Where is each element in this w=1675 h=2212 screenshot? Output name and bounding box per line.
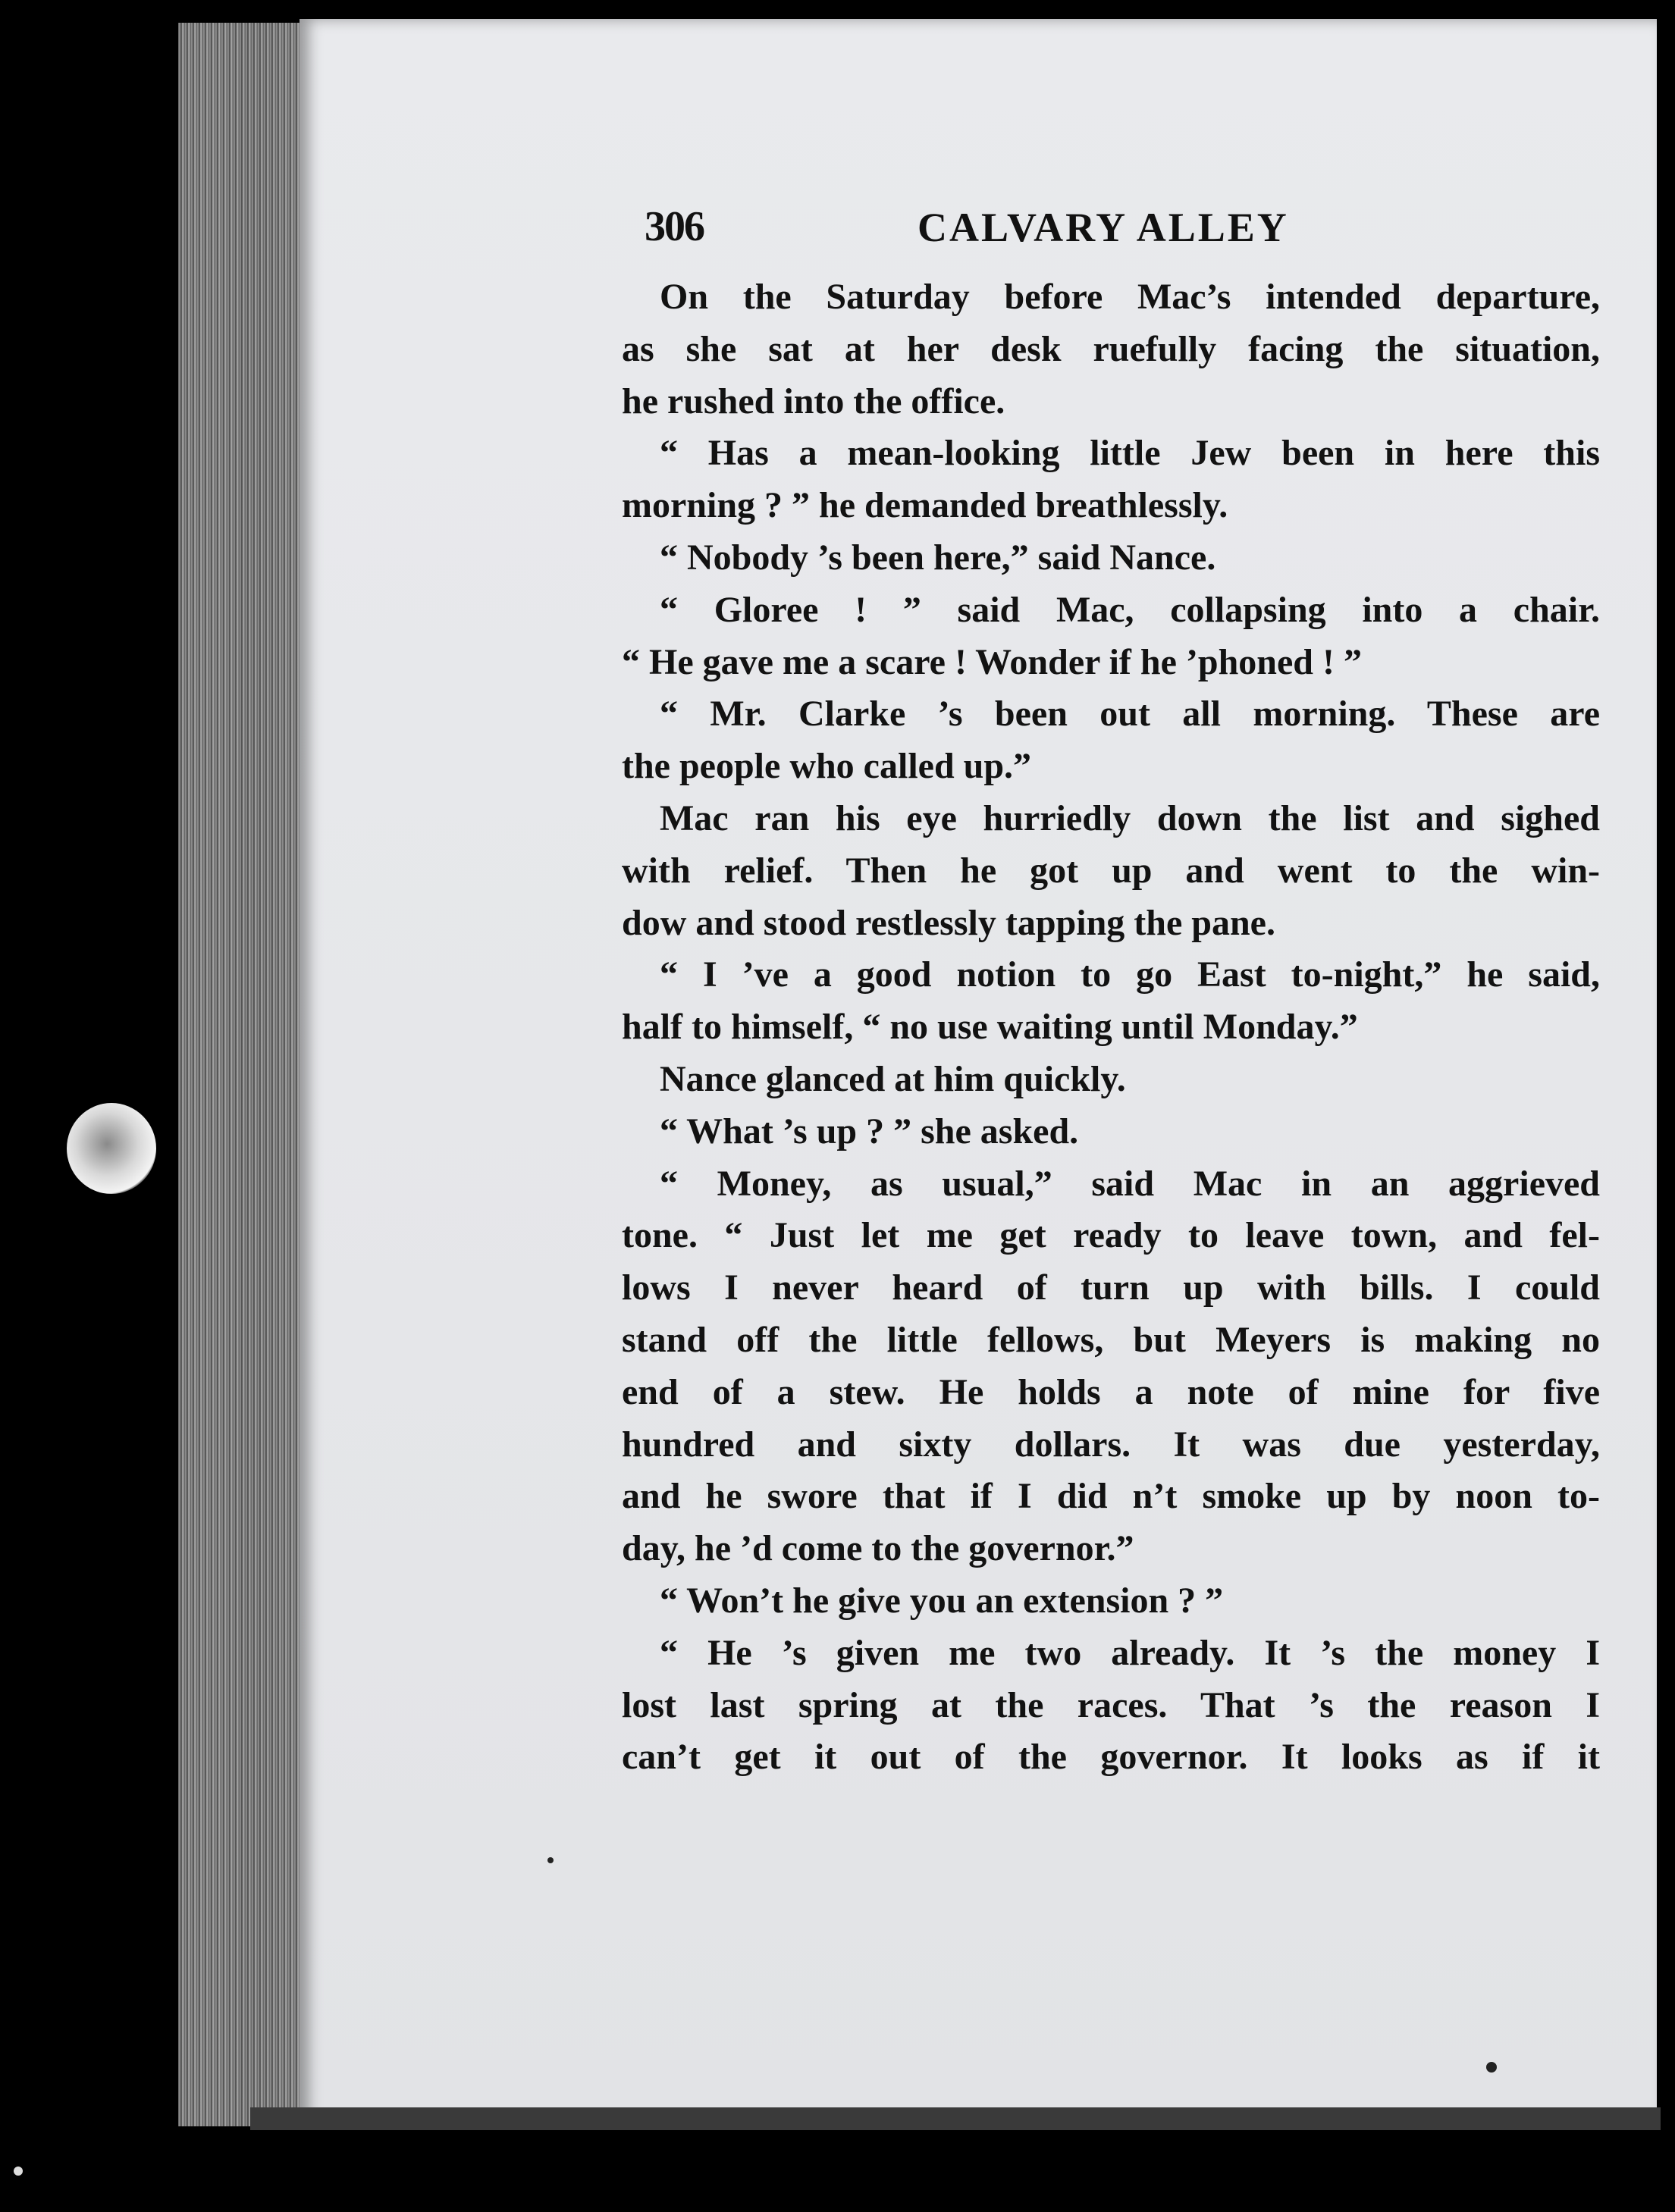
text-line: On the Saturday before Mac’s intended departure, — [660, 277, 1600, 317]
page-bottom-shadow — [250, 2107, 1661, 2130]
text-line: “ Won’t he give you an extension ? ” — [660, 1580, 1224, 1621]
text-line: the people who called up.” — [622, 746, 1032, 787]
text-line: stand off the little fellows, but Meyers is making no — [622, 1319, 1600, 1360]
text-line: “ Gloree ! ” said Mac, collapsing into a chair. — [660, 589, 1600, 630]
text-line: “ He gave me a scare ! Wonder if he ’phoned ! ” — [622, 641, 1362, 682]
text-line: “ Has a mean-looking little Jew been in here this — [660, 433, 1600, 474]
text-line: and he swore that if I did n’t smoke up by noon to- — [622, 1476, 1600, 1517]
text-line: tone. “ Just let me get ready to leave town, and fel- — [622, 1215, 1600, 1256]
text-line: “ I ’ve a good notion to go East to-night,” he said, — [660, 954, 1600, 995]
text-line: lows I never heard of turn up with bills. I could — [622, 1267, 1600, 1308]
text-line: he rushed into the office. — [622, 381, 1005, 421]
text-line: “ He ’s given me two already. It ’s the money I — [660, 1632, 1600, 1673]
text-line: “ Money, as usual,” said Mac in an aggrieved — [660, 1163, 1600, 1204]
text-line: Nance glanced at him quickly. — [660, 1058, 1126, 1099]
text-line: can’t get it out of the governor. It looks as if it — [622, 1737, 1600, 1778]
text-line: morning ? ” he demanded breathlessly. — [622, 485, 1228, 526]
page-header — [645, 193, 1577, 262]
dust-speck — [14, 2167, 23, 2176]
body-text — [622, 271, 1600, 1784]
running-title: CALVARY ALLEY — [917, 205, 1289, 250]
paper-stain — [67, 1103, 156, 1194]
text-line: end of a stew. He holds a note of mine for five — [622, 1371, 1600, 1412]
page-number: 306 — [645, 203, 704, 250]
text-line: “ Nobody ’s been here,” said Nance. — [660, 537, 1216, 578]
book-page-edges — [178, 23, 307, 2126]
text-line: “ What ’s up ? ” she asked. — [660, 1111, 1079, 1151]
text-line: dow and stood restlessly tapping the pane. — [622, 902, 1275, 943]
text-line: hundred and sixty dollars. It was due yesterday, — [622, 1424, 1600, 1465]
dust-speck — [547, 1857, 554, 1863]
text-line: Mac ran his eye hurriedly down the list and sighed — [660, 797, 1600, 838]
text-line: “ Mr. Clarke ’s been out all morning. These are — [660, 694, 1600, 735]
text-line: as she sat at her desk ruefully facing the situation, — [622, 328, 1600, 369]
text-line: lost last spring at the races. That ’s the reason I — [622, 1684, 1600, 1725]
text-line: half to himself, “ no use waiting until Monday.” — [622, 1007, 1358, 1048]
text-line: with relief. Then he got up and went to the win- — [622, 850, 1600, 891]
dust-speck — [1486, 2062, 1497, 2073]
text-line: day, he ’d come to the governor.” — [622, 1528, 1134, 1569]
